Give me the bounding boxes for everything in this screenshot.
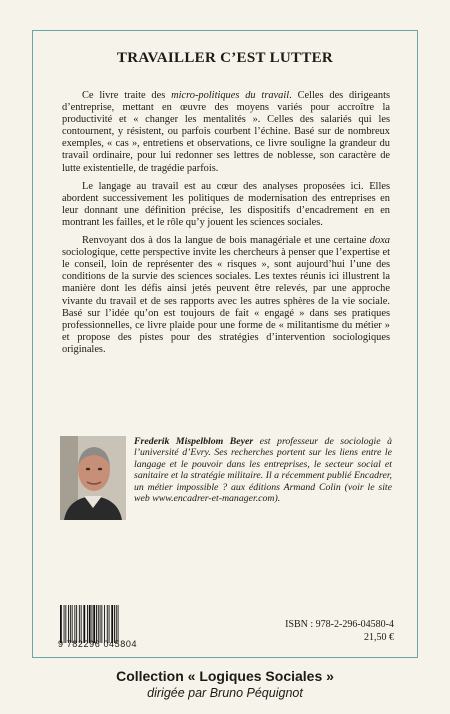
author-bio-text: est professeur de sociologie à l’université d’Evry. Ses recherches portent sur les liens entre le langage et le pouvoir dans les entreprises, le secteur social et sanitaire et la stratégie militaire. Il a récemment publié Encadrer, un métier impossible ? aux éditions Armand Colin (voir le site web www.encadrer-et-manager.com). [134, 436, 392, 505]
barcode-bar [81, 605, 82, 643]
barcode-bar [111, 605, 113, 643]
author-photo [60, 436, 126, 520]
blurb-text-run: . Celles des dirigeants d’entreprise, mettant en œuvre des moyens variés pour accroître la productivité et « changer les mentalités ». Celles des salariés qui les contournent, y résistent, ou parfois courbent l’échine. Basé sur de nombreux exemples, « cas », entretiens et observations, ce livre souligne la grandeur du travail ordinaire, pour lui redonner ses lettres de noblesse, son caractère de lutte existentielle, de tragédie parfois. [62, 90, 391, 174]
barcode-bar [72, 605, 73, 643]
barcode-digits: 9 782296 045804 [58, 639, 138, 649]
author-bio [134, 436, 392, 504]
barcode-bar [76, 605, 77, 643]
barcode-bar [118, 605, 119, 643]
barcode-bar [87, 605, 88, 643]
barcode-bar [89, 605, 91, 643]
blurb-text-run: doxa [369, 235, 390, 247]
barcode-bar [98, 605, 99, 643]
barcode-bar [116, 605, 117, 643]
collection-director: dirigée par Bruno Péquignot [147, 686, 303, 700]
book-title: TRAVAILLER C’EST LUTTER [116, 50, 334, 66]
blurb-text-run: sociologique, cette perspective invite les chercheurs à penser que l’expertise et le conseil, loin de représenter des « risques », sont aujourd’hui l’une des conditions de la survie des sciences sociales. Les textes réunis ici illustrent la manière dont les défis ainsi jetés peuvent être relevés, par une approche vivante du travail et de ses rapports avec les autres sphères de la vie sociale. Basé sur l’idée qu’on est toujours de fait « engagé » dans ses pratiques professionnelles, ce livre plaide pour une forme de « militantisme du métier » et propose des pistes pour des stratégies d’intervention sociologiques originales. [62, 247, 390, 355]
barcode-bar [96, 605, 97, 643]
barcode-bar [79, 605, 80, 643]
barcode-bar [74, 605, 75, 643]
barcode-bar [65, 605, 66, 643]
barcode-bar [101, 605, 102, 643]
barcode-bar [64, 605, 65, 643]
author-name: Frederik Mispelblom Beyer [134, 436, 254, 447]
collection-name: Collection « Logiques Sociales » [116, 668, 334, 684]
barcode-bar [92, 605, 93, 643]
blurb-paragraph-3 [62, 235, 390, 356]
blurb-text [62, 90, 390, 362]
barcode-bar [68, 605, 69, 643]
barcode-bar [104, 605, 105, 643]
isbn: ISBN : 978-2-296-04580-4 [285, 619, 394, 630]
price: 21,50 € [364, 632, 394, 643]
barcode-bar [100, 605, 101, 643]
barcode-bar [70, 605, 71, 643]
barcode-bar [114, 605, 115, 643]
barcode-bar [83, 605, 85, 643]
blurb-text-run: micro-politiques du travail [171, 90, 290, 101]
blurb-text-run: Ce livre traite des [82, 90, 172, 101]
blurb-text-run: Renvoyant dos à dos la langue de bois managériale et une certaine [82, 235, 370, 247]
barcode-bar [93, 605, 95, 643]
barcode-bar [60, 605, 62, 643]
blurb-text-run: Le langage au travail est au cœur des analyses proposées ici. Elles abordent successivement les politiques de modernisation des entreprises en leur donnant une définition précise, les dispositifs d’encadrement en en montrant les failles, et le rôle qu’y jouent les sciences sociales. [62, 180, 390, 228]
barcode-bar [107, 605, 108, 643]
blurb-paragraph-2 [62, 181, 390, 229]
blurb-paragraph-1 [62, 90, 390, 175]
barcode-bar [109, 605, 110, 643]
